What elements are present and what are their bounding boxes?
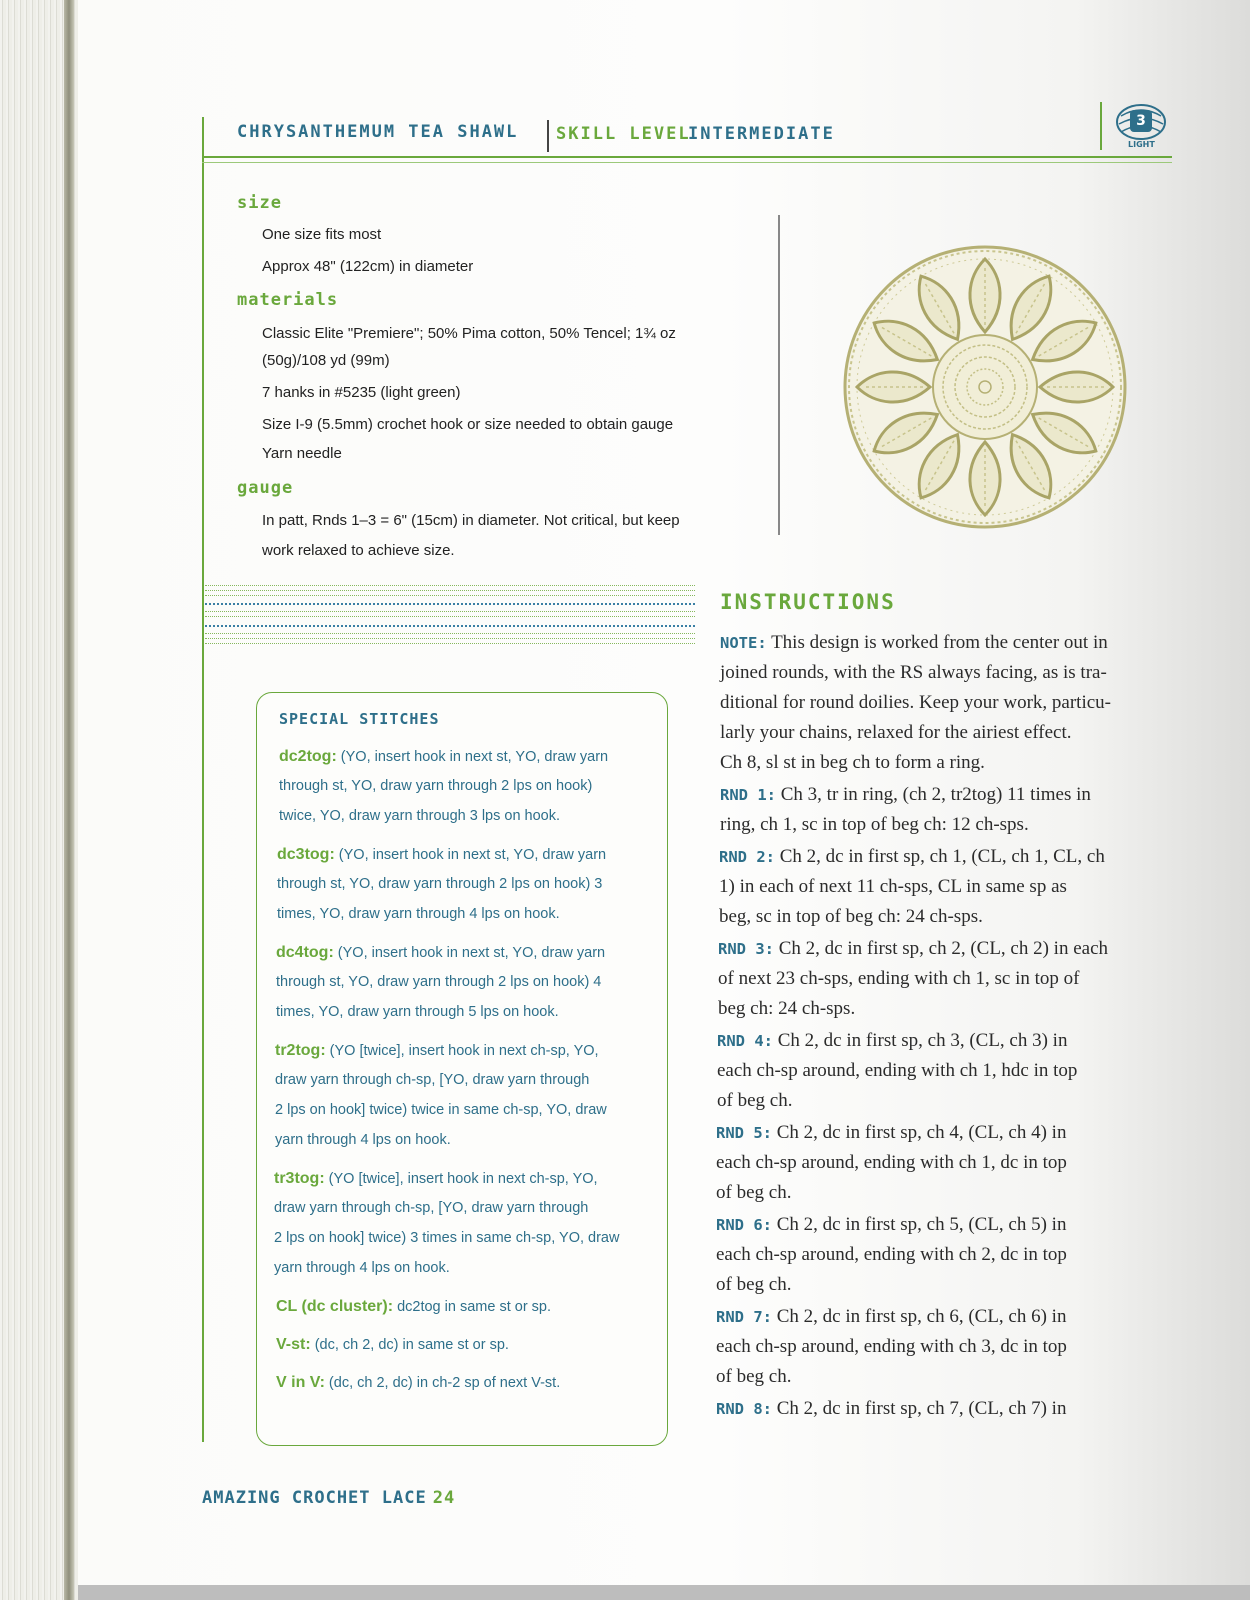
- special-stitches-title: SPECIAL STITCHES: [279, 710, 440, 728]
- instruction-line: of beg ch.: [717, 1090, 793, 1111]
- header-rule-thin: [202, 162, 1172, 163]
- materials-line: Classic Elite "Premiere"; 50% Pima cotton, 50% Tencel; 1¾ oz: [262, 325, 676, 342]
- round-label: RND 2:: [719, 848, 775, 866]
- instruction-line: ring, ch 1, sc in top of beg ch: 12 ch-sps.: [720, 814, 1029, 835]
- stitch-line: through st, YO, draw yarn through 2 lps on hook) 3: [277, 876, 603, 892]
- instruction-line: RND 6: Ch 2, dc in first sp, ch 5, (CL, ch 5) in: [716, 1214, 1067, 1235]
- column-divider: [778, 215, 780, 535]
- stitch-line: yarn through 4 lps on hook.: [275, 1132, 451, 1148]
- stitch-line: through st, YO, draw yarn through 2 lps on hook): [279, 778, 593, 794]
- stitch-line: CL (dc cluster): dc2tog in same st or sp.: [276, 1298, 552, 1315]
- instruction-line: Ch 8, sl st in beg ch to form a ring.: [720, 752, 985, 773]
- stitch-term: dc3tog:: [277, 846, 335, 863]
- skill-level-label: SKILL LEVEL: [556, 124, 691, 144]
- round-label: RND 8:: [716, 1400, 772, 1418]
- stitch-term: dc2tog:: [279, 748, 337, 765]
- stitch-line: V-st: (dc, ch 2, dc) in same st or sp.: [276, 1336, 509, 1353]
- gauge-line: In patt, Rnds 1–3 = 6" (15cm) in diameter. Not critical, but keep: [262, 512, 680, 529]
- header-tick: [1100, 102, 1102, 150]
- yarn-weight-label: LIGHT: [1128, 140, 1155, 149]
- header-separator: [547, 120, 549, 152]
- stitch-line: times, YO, draw yarn through 4 lps on hook.: [277, 906, 560, 922]
- size-line: Approx 48" (122cm) in diameter: [262, 258, 474, 275]
- stitch-line: 2 lps on hook] twice) twice in same ch-sp, YO, draw: [275, 1102, 607, 1118]
- instruction-line: each ch-sp around, ending with ch 2, dc in top: [716, 1244, 1067, 1265]
- instruction-line: of beg ch.: [716, 1182, 792, 1203]
- stitch-line: draw yarn through ch-sp, [YO, draw yarn through: [274, 1200, 589, 1216]
- stitch-line: dc3tog: (YO, insert hook in next st, YO, draw yarn: [277, 846, 607, 863]
- header-rule: [202, 156, 1172, 158]
- decorative-dotted-band: [205, 585, 695, 665]
- stitch-term: CL (dc cluster):: [276, 1298, 394, 1315]
- special-stitches-box: [256, 692, 668, 1446]
- stitch-line: twice, YO, draw yarn through 3 lps on hook.: [279, 808, 561, 824]
- instruction-line: of next 23 ch-sps, ending with ch 1, sc in top of: [718, 968, 1080, 989]
- gauge-heading: gauge: [237, 478, 294, 498]
- stitch-line: V in V: (dc, ch 2, dc) in ch-2 sp of next V-st.: [276, 1374, 561, 1391]
- stitch-line: dc4tog: (YO, insert hook in next st, YO, draw yarn: [276, 944, 606, 961]
- gauge-line: work relaxed to achieve size.: [262, 542, 455, 559]
- page-number: 24: [432, 1488, 456, 1508]
- instruction-line: RND 1: Ch 3, tr in ring, (ch 2, tr2tog) 11 times in: [720, 784, 1091, 805]
- stitch-line: tr2tog: (YO [twice], insert hook in next ch-sp, YO,: [275, 1042, 599, 1059]
- stitch-line: draw yarn through ch-sp, [YO, draw yarn through: [275, 1072, 590, 1088]
- instruction-line: beg ch: 24 ch-sps.: [718, 998, 856, 1019]
- stitch-line: dc2tog: (YO, insert hook in next st, YO, draw yarn: [279, 748, 609, 765]
- instruction-line: each ch-sp around, ending with ch 1, hdc in top: [717, 1060, 1078, 1081]
- instruction-line: each ch-sp around, ending with ch 3, dc in top: [716, 1336, 1067, 1357]
- instruction-line: RND 2: Ch 2, dc in first sp, ch 1, (CL, ch 1, CL, ch: [719, 846, 1105, 867]
- stitch-term: dc4tog:: [276, 944, 334, 961]
- yarn-weight-number: 3: [1130, 110, 1152, 132]
- stitch-term: tr3tog:: [274, 1170, 325, 1187]
- stitch-term: V in V:: [276, 1374, 325, 1391]
- size-heading: size: [237, 193, 282, 213]
- instruction-line: 1) in each of next 11 ch-sps, CL in same sp as: [719, 876, 1067, 897]
- instruction-line: RND 8: Ch 2, dc in first sp, ch 7, (CL, ch 7) in: [716, 1398, 1067, 1419]
- round-label: RND 5:: [716, 1124, 772, 1142]
- round-label: RND 4:: [717, 1032, 773, 1050]
- materials-line: (50g)/108 yd (99m): [262, 352, 390, 369]
- materials-line: Size I-9 (5.5mm) crochet hook or size needed to obtain gauge: [262, 416, 674, 433]
- note-label: NOTE:: [720, 634, 767, 652]
- size-line: One size fits most: [262, 226, 382, 243]
- instruction-line: RND 7: Ch 2, dc in first sp, ch 6, (CL, ch 6) in: [716, 1306, 1067, 1327]
- book-spine: [0, 0, 78, 1600]
- stitch-line: through st, YO, draw yarn through 2 lps on hook) 4: [276, 974, 602, 990]
- round-label: RND 3:: [718, 940, 774, 958]
- left-margin-rule: [202, 117, 204, 1442]
- materials-heading: materials: [237, 290, 339, 310]
- stitch-line: tr3tog: (YO [twice], insert hook in next ch-sp, YO,: [274, 1170, 598, 1187]
- stitch-term: tr2tog:: [275, 1042, 326, 1059]
- page-shadow: [78, 1585, 1250, 1600]
- pattern-title: CHRYSANTHEMUM TEA SHAWL: [237, 122, 519, 142]
- instruction-line: RND 4: Ch 2, dc in first sp, ch 3, (CL, ch 3) in: [717, 1030, 1068, 1051]
- stitch-line: times, YO, draw yarn through 5 lps on hook.: [276, 1004, 559, 1020]
- instructions-heading: INSTRUCTIONS: [720, 590, 896, 614]
- page-footer: [202, 1488, 455, 1508]
- instruction-line: RND 5: Ch 2, dc in first sp, ch 4, (CL, ch 4) in: [716, 1122, 1067, 1143]
- instruction-line: of beg ch.: [716, 1366, 792, 1387]
- materials-line: Yarn needle: [262, 445, 342, 462]
- stitch-line: yarn through 4 lps on hook.: [274, 1260, 450, 1276]
- instruction-line: of beg ch.: [716, 1274, 792, 1295]
- stitch-line: 2 lps on hook] twice) 3 times in same ch-sp, YO, draw: [274, 1230, 620, 1246]
- materials-line: 7 hanks in #5235 (light green): [262, 384, 461, 401]
- instruction-line: beg, sc in top of beg ch: 24 ch-sps.: [719, 906, 983, 927]
- stitch-term: V-st:: [276, 1336, 311, 1353]
- instruction-line: RND 3: Ch 2, dc in first sp, ch 2, (CL, ch 2) in each: [718, 938, 1109, 959]
- round-label: RND 7:: [716, 1308, 772, 1326]
- round-label: RND 1:: [720, 786, 776, 804]
- instruction-line: larly your chains, relaxed for the airiest effect.: [720, 722, 1072, 743]
- instruction-line: ditional for round doilies. Keep your work, particu-: [720, 692, 1111, 713]
- book-title: AMAZING CROCHET LACE: [202, 1488, 427, 1508]
- instruction-line: each ch-sp around, ending with ch 1, dc in top: [716, 1152, 1067, 1173]
- instruction-line: joined rounds, with the RS always facing, as is tra-: [720, 662, 1107, 683]
- round-label: RND 6:: [716, 1216, 772, 1234]
- instruction-line: NOTE: This design is worked from the center out in: [720, 632, 1108, 653]
- skill-level-value: INTERMEDIATE: [688, 124, 835, 144]
- doily-photo: [840, 242, 1130, 532]
